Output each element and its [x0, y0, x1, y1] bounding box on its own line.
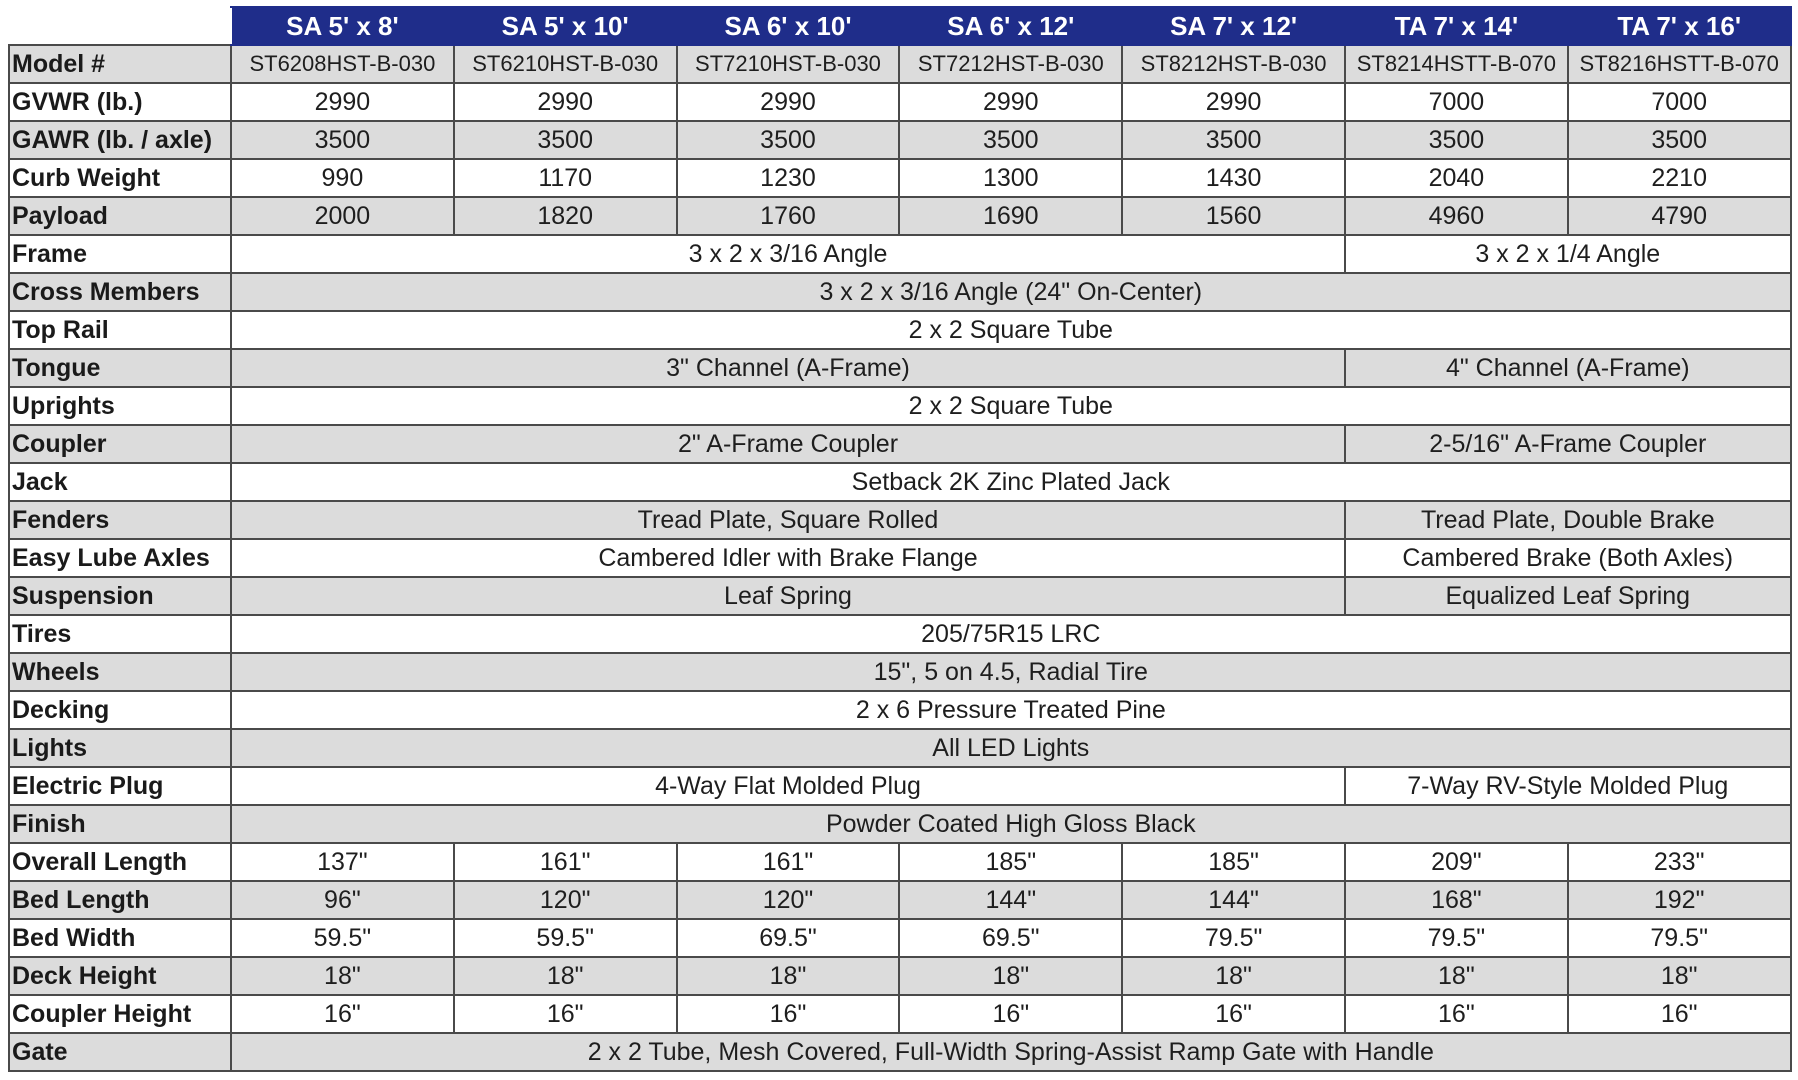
spec-row: [9, 273, 1791, 311]
row-label: Lights: [9, 729, 231, 767]
spec-row: [9, 729, 1791, 767]
spec-row: [9, 387, 1791, 425]
spec-cell: Leaf Spring: [231, 577, 1345, 615]
spec-cell: 2-5/16" A-Frame Coupler: [1345, 425, 1791, 463]
spec-cell: 3 x 2 x 1/4 Angle: [1345, 235, 1791, 273]
row-label: GAWR (lb. / axle): [9, 121, 231, 159]
row-label: Decking: [9, 691, 231, 729]
spec-cell: 3 x 2 x 3/16 Angle: [231, 235, 1345, 273]
spec-cell: 4-Way Flat Molded Plug: [231, 767, 1345, 805]
spec-cell: 16": [1345, 995, 1568, 1033]
spec-cell: 137": [231, 843, 454, 881]
spec-cell: 1300: [899, 159, 1122, 197]
row-label: Jack: [9, 463, 231, 501]
spec-cell: 15", 5 on 4.5, Radial Tire: [231, 653, 1791, 691]
spec-cell: ST8214HSTT-B-070: [1345, 45, 1568, 83]
spec-cell: 144": [899, 881, 1122, 919]
spec-cell: 18": [899, 957, 1122, 995]
spec-cell: 7000: [1345, 83, 1568, 121]
spec-cell: 59.5": [454, 919, 677, 957]
spec-cell: 2 x 6 Pressure Treated Pine: [231, 691, 1791, 729]
spec-cell: 168": [1345, 881, 1568, 919]
header-row: [9, 7, 1791, 45]
row-label: Tires: [9, 615, 231, 653]
spec-row: [9, 995, 1791, 1033]
spec-cell: 1760: [677, 197, 900, 235]
row-label: Easy Lube Axles: [9, 539, 231, 577]
row-label: Coupler Height: [9, 995, 231, 1033]
row-label: Wheels: [9, 653, 231, 691]
spec-cell: 3500: [1345, 121, 1568, 159]
spec-cell: 3500: [454, 121, 677, 159]
model-header: SA 6' x 12': [899, 7, 1122, 45]
spec-row: [9, 539, 1791, 577]
spec-table: [8, 6, 1792, 1072]
spec-cell: Setback 2K Zinc Plated Jack: [231, 463, 1791, 501]
row-label: Gate: [9, 1033, 231, 1071]
spec-cell: 3" Channel (A-Frame): [231, 349, 1345, 387]
spec-cell: 79.5": [1345, 919, 1568, 957]
spec-cell: 59.5": [231, 919, 454, 957]
spec-cell: 7000: [1568, 83, 1791, 121]
spec-cell: 120": [677, 881, 900, 919]
model-header: TA 7' x 14': [1345, 7, 1568, 45]
spec-cell: ST7212HST-B-030: [899, 45, 1122, 83]
spec-row: [9, 843, 1791, 881]
spec-cell: 2000: [231, 197, 454, 235]
row-label: Electric Plug: [9, 767, 231, 805]
row-label: Frame: [9, 235, 231, 273]
spec-cell: 1820: [454, 197, 677, 235]
spec-cell: ST6208HST-B-030: [231, 45, 454, 83]
spec-cell: 79.5": [1122, 919, 1345, 957]
spec-cell: 96": [231, 881, 454, 919]
spec-cell: 2210: [1568, 159, 1791, 197]
spec-cell: 144": [1122, 881, 1345, 919]
spec-cell: Equalized Leaf Spring: [1345, 577, 1791, 615]
spec-row: [9, 83, 1791, 121]
spec-cell: 3500: [231, 121, 454, 159]
row-label: Overall Length: [9, 843, 231, 881]
spec-row: [9, 881, 1791, 919]
spec-cell: ST8212HST-B-030: [1122, 45, 1345, 83]
spec-cell: ST6210HST-B-030: [454, 45, 677, 83]
spec-cell: 120": [454, 881, 677, 919]
spec-cell: 16": [454, 995, 677, 1033]
spec-cell: Cambered Brake (Both Axles): [1345, 539, 1791, 577]
spec-cell: 2990: [454, 83, 677, 121]
spec-cell: Tread Plate, Square Rolled: [231, 501, 1345, 539]
spec-cell: Tread Plate, Double Brake: [1345, 501, 1791, 539]
spec-cell: 1560: [1122, 197, 1345, 235]
spec-cell: 16": [899, 995, 1122, 1033]
row-label: GVWR (lb.): [9, 83, 231, 121]
spec-row: [9, 957, 1791, 995]
spec-row: [9, 691, 1791, 729]
row-label: Uprights: [9, 387, 231, 425]
spec-cell: 18": [454, 957, 677, 995]
spec-cell: 1170: [454, 159, 677, 197]
spec-cell: Cambered Idler with Brake Flange: [231, 539, 1345, 577]
spec-cell: 2 x 2 Tube, Mesh Covered, Full-Width Spring-Assist Ramp Gate with Handle: [231, 1033, 1791, 1071]
spec-body: [9, 45, 1791, 1071]
header-corner: [9, 7, 231, 45]
spec-cell: 4" Channel (A-Frame): [1345, 349, 1791, 387]
spec-row: [9, 121, 1791, 159]
spec-cell: 2990: [899, 83, 1122, 121]
spec-cell: 16": [231, 995, 454, 1033]
spec-row: [9, 235, 1791, 273]
row-label: Deck Height: [9, 957, 231, 995]
spec-cell: 18": [1345, 957, 1568, 995]
spec-cell: 69.5": [899, 919, 1122, 957]
spec-cell: 2990: [677, 83, 900, 121]
row-label: Bed Width: [9, 919, 231, 957]
spec-cell: 3500: [1568, 121, 1791, 159]
spec-cell: 990: [231, 159, 454, 197]
row-label: Bed Length: [9, 881, 231, 919]
spec-row: [9, 805, 1791, 843]
spec-cell: 18": [231, 957, 454, 995]
spec-cell: 185": [1122, 843, 1345, 881]
spec-cell: 2040: [1345, 159, 1568, 197]
spec-cell: All LED Lights: [231, 729, 1791, 767]
spec-cell: 4960: [1345, 197, 1568, 235]
spec-cell: 233": [1568, 843, 1791, 881]
spec-cell: 18": [1122, 957, 1345, 995]
spec-cell: 161": [677, 843, 900, 881]
row-label: Fenders: [9, 501, 231, 539]
spec-row: [9, 1033, 1791, 1071]
spec-cell: 2990: [231, 83, 454, 121]
row-label: Top Rail: [9, 311, 231, 349]
spec-cell: ST8216HSTT-B-070: [1568, 45, 1791, 83]
spec-row: [9, 463, 1791, 501]
spec-row: [9, 311, 1791, 349]
row-label: Suspension: [9, 577, 231, 615]
row-label: Finish: [9, 805, 231, 843]
row-label: Curb Weight: [9, 159, 231, 197]
spec-row: [9, 919, 1791, 957]
spec-cell: 16": [1122, 995, 1345, 1033]
model-header: SA 5' x 10': [454, 7, 677, 45]
row-label: Payload: [9, 197, 231, 235]
spec-cell: 2 x 2 Square Tube: [231, 311, 1791, 349]
spec-cell: 3500: [899, 121, 1122, 159]
spec-cell: 16": [1568, 995, 1791, 1033]
spec-cell: 18": [1568, 957, 1791, 995]
spec-cell: 7-Way RV-Style Molded Plug: [1345, 767, 1791, 805]
spec-cell: 3 x 2 x 3/16 Angle (24" On-Center): [231, 273, 1791, 311]
model-header: SA 7' x 12': [1122, 7, 1345, 45]
spec-cell: 18": [677, 957, 900, 995]
spec-row: [9, 501, 1791, 539]
row-label: Model #: [9, 45, 231, 83]
spec-row: [9, 45, 1791, 83]
spec-sheet: [8, 6, 1790, 1076]
spec-cell: 2 x 2 Square Tube: [231, 387, 1791, 425]
spec-cell: 209": [1345, 843, 1568, 881]
model-header: SA 6' x 10': [677, 7, 900, 45]
spec-cell: 2990: [1122, 83, 1345, 121]
spec-cell: 2" A-Frame Coupler: [231, 425, 1345, 463]
spec-cell: 1690: [899, 197, 1122, 235]
spec-cell: 16": [677, 995, 900, 1033]
spec-cell: 185": [899, 843, 1122, 881]
model-header: SA 5' x 8': [231, 7, 454, 45]
spec-cell: 3500: [1122, 121, 1345, 159]
spec-row: [9, 425, 1791, 463]
spec-row: [9, 653, 1791, 691]
spec-cell: 79.5": [1568, 919, 1791, 957]
spec-row: [9, 197, 1791, 235]
row-label: Tongue: [9, 349, 231, 387]
spec-cell: 1230: [677, 159, 900, 197]
spec-row: [9, 159, 1791, 197]
spec-cell: 205/75R15 LRC: [231, 615, 1791, 653]
model-header: TA 7' x 16': [1568, 7, 1791, 45]
spec-cell: ST7210HST-B-030: [677, 45, 900, 83]
spec-cell: 69.5": [677, 919, 900, 957]
spec-row: [9, 349, 1791, 387]
spec-cell: 4790: [1568, 197, 1791, 235]
spec-row: [9, 767, 1791, 805]
row-label: Coupler: [9, 425, 231, 463]
spec-cell: Powder Coated High Gloss Black: [231, 805, 1791, 843]
spec-cell: 1430: [1122, 159, 1345, 197]
spec-cell: 3500: [677, 121, 900, 159]
spec-cell: 161": [454, 843, 677, 881]
spec-row: [9, 577, 1791, 615]
row-label: Cross Members: [9, 273, 231, 311]
spec-cell: 192": [1568, 881, 1791, 919]
spec-row: [9, 615, 1791, 653]
